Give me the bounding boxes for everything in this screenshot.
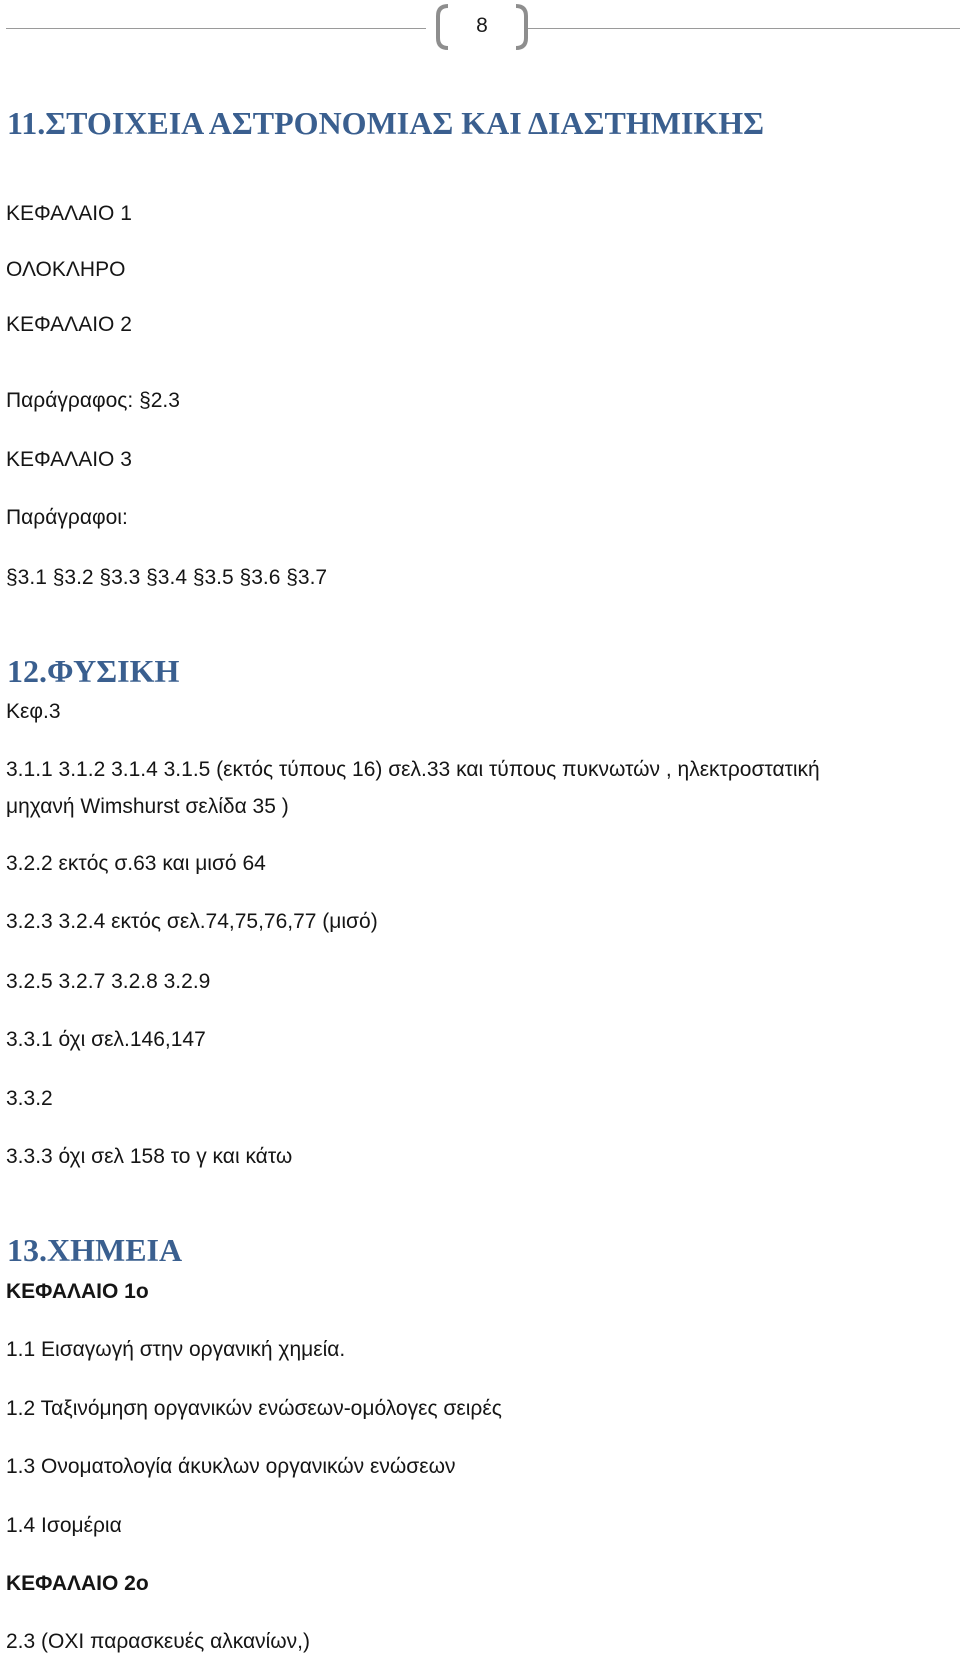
chemistry-line: 1.1 Εισαγωγή στην οργανική χημεία.: [6, 1338, 346, 1361]
header-rule-right: [528, 28, 960, 29]
astronomy-line: Παράγραφος: §2.3: [6, 389, 180, 412]
chemistry-line: 2.3 (ΟΧΙ παρασκευές αλκανίων,): [6, 1630, 310, 1653]
astronomy-line: §3.1 §3.2 §3.3 §3.4 §3.5 §3.6 §3.7: [6, 566, 328, 589]
heading-physics: 12.ΦΥΣΙΚΗ: [7, 653, 180, 689]
heading-chemistry: 13.ΧΗΜΕΙΑ: [7, 1232, 183, 1268]
chemistry-chapter-2: ΚΕΦΑΛΑΙΟ 2ο: [6, 1572, 149, 1595]
astronomy-line: ΚΕΦΑΛΑΙΟ 2: [6, 313, 132, 336]
physics-line: 3.3.3 όχι σελ 158 το γ και κάτω: [6, 1145, 293, 1168]
physics-line: μηχανή Wimshurst σελίδα 35 ): [6, 795, 289, 818]
physics-line: Κεφ.3: [6, 700, 61, 723]
chemistry-line: 1.4 Ισομέρια: [6, 1514, 122, 1537]
heading-astronomy: 11.ΣΤΟΙΧΕΙΑ ΑΣΤΡΟΝΟΜΙΑΣ ΚΑΙ ΔΙΑΣΤΗΜΙΚΗΣ: [7, 105, 765, 141]
chemistry-chapter-1: ΚΕΦΑΛΑΙΟ 1ο: [6, 1280, 149, 1303]
astronomy-line: Παράγραφοι:: [6, 506, 128, 529]
physics-line: 3.2.2 εκτός σ.63 και μισό 64: [6, 852, 266, 875]
chemistry-line: 1.3 Ονοματολογία άκυκλων οργανικών ενώσεων: [6, 1455, 456, 1478]
page-number: 8: [476, 14, 488, 37]
astronomy-line: ΟΛΟΚΛΗΡΟ: [6, 258, 126, 281]
page-number-box: [436, 4, 528, 50]
astronomy-line: ΚΕΦΑΛΑΙΟ 1: [6, 202, 132, 225]
physics-line: 3.3.2: [6, 1087, 53, 1110]
physics-line: 3.3.1 όχι σελ.146,147: [6, 1028, 206, 1051]
astronomy-line: ΚΕΦΑΛΑΙΟ 3: [6, 448, 132, 471]
physics-line: 3.2.5 3.2.7 3.2.8 3.2.9: [6, 970, 211, 993]
chemistry-line: 1.2 Ταξινόμηση οργανικών ενώσεων-ομόλογες σειρές: [6, 1397, 502, 1420]
physics-line: 3.1.1 3.1.2 3.1.4 3.1.5 (εκτός τύπους 16) σελ.33 και τύπους πυκνωτών , ηλεκτροστατική: [6, 758, 820, 781]
physics-line: 3.2.3 3.2.4 εκτός σελ.74,75,76,77 (μισό): [6, 910, 378, 933]
header-rule-left: [6, 28, 426, 29]
